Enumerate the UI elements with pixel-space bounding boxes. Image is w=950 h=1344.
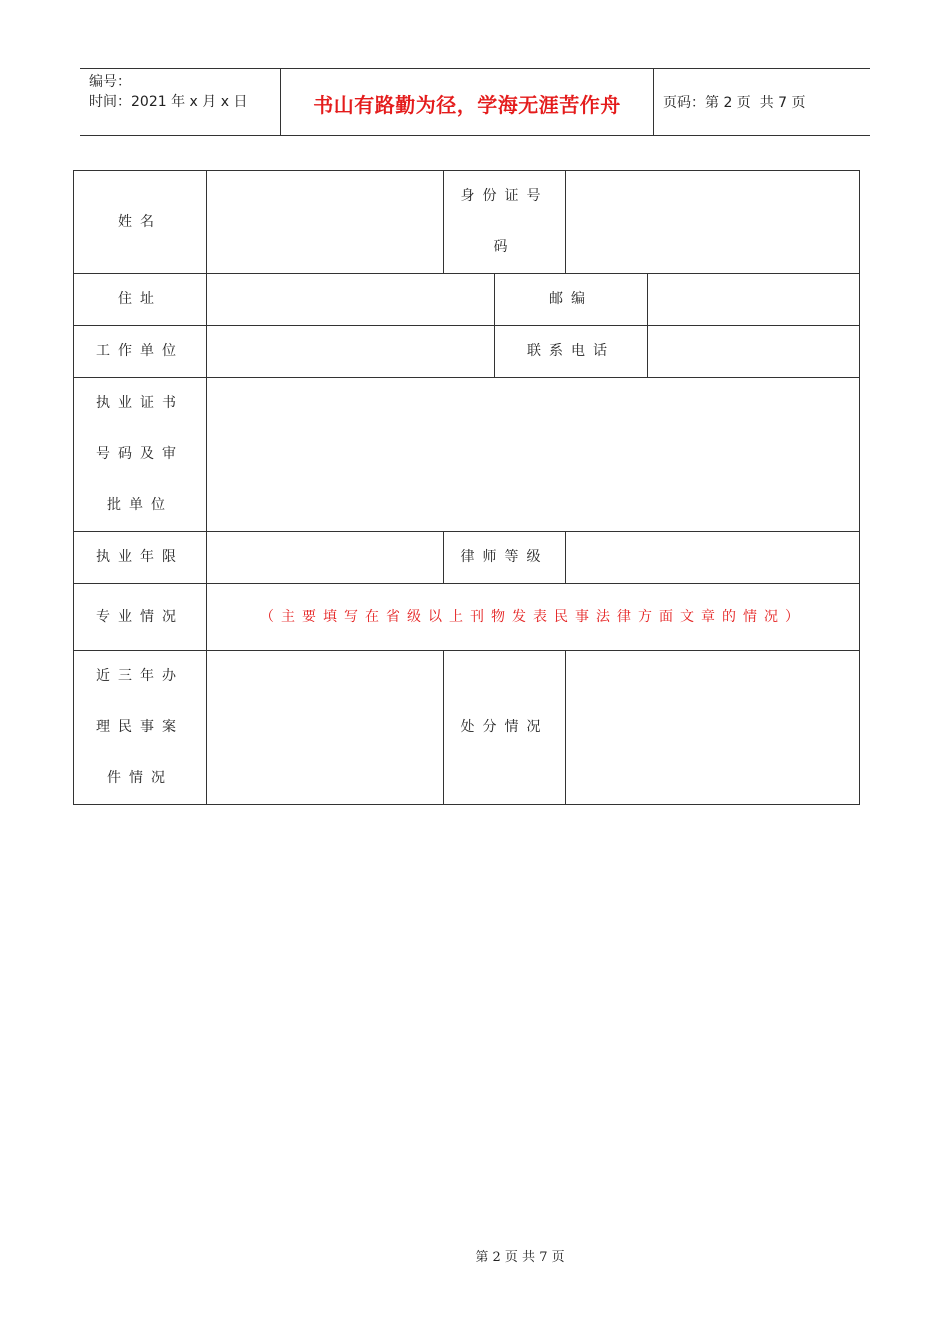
document-header [80, 68, 870, 136]
application-form-table [73, 170, 860, 805]
form-row-cases [74, 651, 860, 805]
penalty-label: 处分情况 [444, 651, 566, 805]
form-row-specialty [74, 584, 860, 651]
name-label: 姓名 [74, 171, 207, 274]
form-row-name [74, 171, 860, 274]
form-row-license [74, 378, 860, 532]
license-field[interactable] [207, 378, 860, 532]
penalty-field[interactable] [566, 651, 860, 805]
cases-label-line2: 理民事案 [96, 719, 184, 735]
license-label-line2: 号码及审 [96, 446, 184, 462]
address-label: 住址 [74, 274, 207, 326]
license-label [74, 378, 207, 532]
name-field[interactable] [207, 171, 444, 274]
phone-label: 联系电话 [495, 326, 648, 378]
level-field[interactable] [566, 532, 860, 584]
header-slogan: 书山有路勤为径，学海无涯苦作舟 [313, 92, 621, 117]
specialty-note[interactable]: （主要填写在省级以上刊物发表民事法律方面文章的情况） [207, 584, 860, 651]
id-number-label-line2: 码 [493, 239, 516, 255]
form-row-years [74, 532, 860, 584]
cases-label-line1: 近三年办 [96, 668, 184, 684]
cases-label [74, 651, 207, 805]
work-unit-label: 工作单位 [74, 326, 207, 378]
form-row-work-unit [74, 326, 860, 378]
id-number-label [444, 171, 566, 274]
postcode-field[interactable] [648, 274, 860, 326]
years-label: 执业年限 [74, 532, 207, 584]
level-label: 律师等级 [444, 532, 566, 584]
header-time: 时间：2021 年 x 月 x 日 [89, 94, 248, 110]
header-page-cell [654, 69, 870, 135]
header-number: 编号： [89, 74, 131, 90]
page-footer [0, 1246, 950, 1265]
cases-field[interactable] [207, 651, 444, 805]
license-label-line3: 批单位 [107, 497, 173, 513]
footer-page-number: 第 2 页 共 7 页 [475, 1250, 565, 1265]
id-number-label-line1: 身份证号 [460, 188, 549, 204]
header-slogan-cell [281, 69, 654, 135]
postcode-label: 邮编 [495, 274, 648, 326]
license-label-line1: 执业证书 [96, 395, 184, 411]
work-unit-field[interactable] [207, 326, 495, 378]
address-field[interactable] [207, 274, 495, 326]
cases-label-line3: 件情况 [107, 770, 173, 786]
header-page-info: 页码：第 2 页 共 7 页 [663, 95, 806, 111]
phone-field[interactable] [648, 326, 860, 378]
form-row-address [74, 274, 860, 326]
header-meta [80, 69, 281, 135]
specialty-label: 专业情况 [74, 584, 207, 651]
years-field[interactable] [207, 532, 444, 584]
id-number-field[interactable] [566, 171, 860, 274]
